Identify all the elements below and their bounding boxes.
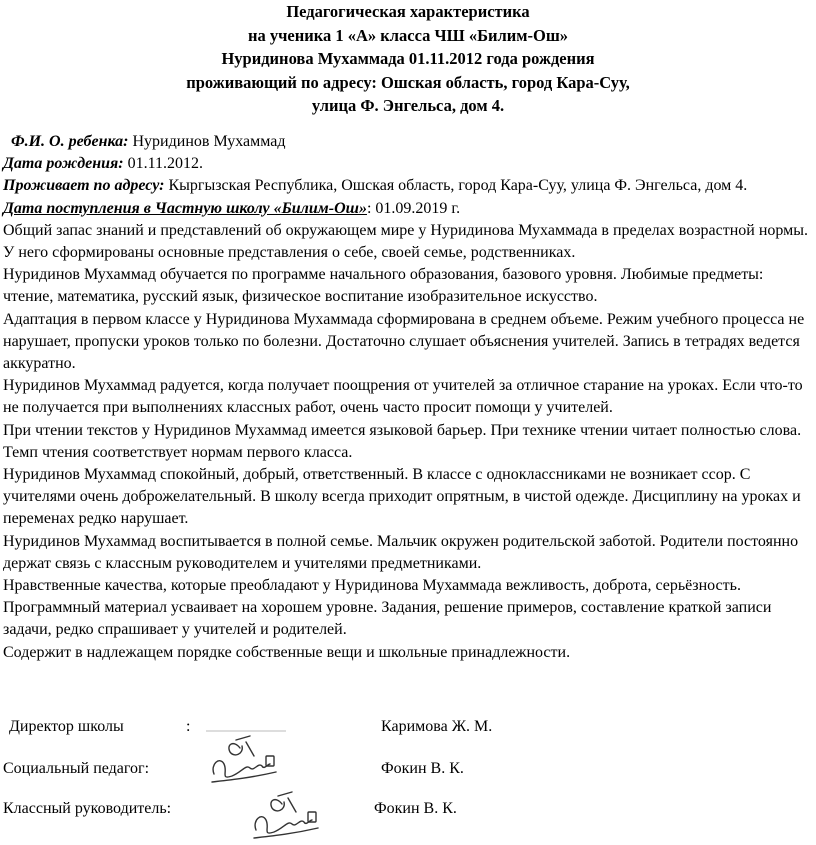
header-line-address: проживающий по адресу: Ошская область, город Кара-Суу, [186, 72, 630, 92]
field-fio [3, 131, 809, 153]
class-name: Фокин В. К. [374, 800, 457, 817]
paragraph-adaptation: Адаптация в первом классе у Нуридинова Мухаммада сформирована в среднем объеме. Режим учебного процесса не нарушает, пропуски уроков только по болезни. Достаточно слушает объяснения учителей. Запись в тетрадях ведется аккуратно. [3, 310, 805, 373]
field-address [3, 175, 809, 197]
admission-value: : 01.09.2019 г. [366, 199, 461, 217]
dob-label: Дата рождения: [3, 155, 124, 173]
fio-value: Нуридинов Мухаммад [128, 133, 286, 150]
class-role: Классный руководитель: [3, 800, 172, 817]
director-name: Каримова Ж. М. [381, 718, 493, 735]
document-body [3, 131, 809, 664]
paragraph-character: Нуридинов Мухаммад спокойный, добрый, ответственный. В классе с одноклассниками не возникает ссор. С учителями очень доброжелательный. В школу всегда приходит опрятным, в чистой одежде. Дисциплину на уроках и переменах редко нарушает. [3, 466, 801, 528]
paragraph-belongings: Содержит в надлежащем порядке собственные вещи и школьные принадлежности. [3, 643, 571, 661]
dob-value: 01.11.2012. [123, 155, 204, 173]
document-header [0, 0, 816, 118]
social-name: Фокин В. К. [381, 760, 464, 777]
signature-class-teacher [248, 790, 328, 842]
director-colon: : [186, 718, 191, 735]
header-line-name: Нуридинова Мухаммада 01.11.2012 года рождения [221, 49, 595, 68]
paragraph-family: Нуридинов Мухаммад воспитывается в полной семье. Мальчик окружен родительской заботой. Родители постоянно держат связь с классным руководителем и учителями предметниками. [3, 532, 799, 572]
paragraph-moral: Нравственные качества, которые преобладают у Нуридинова Мухаммада вежливость, доброта, серьёзность. [3, 577, 741, 595]
signature-social-pedagogue [206, 734, 286, 786]
signature-line [206, 730, 286, 732]
address-value: Кыргызская Республика, Ошская область, город Кара-Суу, улица Ф. Энгельса, дом 4. [164, 177, 748, 195]
field-admission [3, 198, 809, 220]
header-line-title: Педагогическая характеристика [286, 2, 530, 21]
paragraph-encouragement: Нуридинов Мухаммад радуется, когда получает поощрения от учителей за отличное старание на уроках. Если что-то не получается при выполнениях классных работ, очень часто просит помощи у учителей. [3, 377, 803, 417]
paragraph-program: Нуридинов Мухаммад обучается по программе начального образования, базового уровня. Любимые предметы: чтение, математика, русский язык, физическое воспитание изобразительное искусство. [3, 266, 764, 306]
address-label: Проживает по адресу: [3, 177, 165, 195]
director-role: Директор школы [9, 718, 124, 735]
social-role: Социальный педагог: [3, 760, 150, 777]
field-dob [3, 153, 809, 175]
admission-label: Дата поступления в Частную школу «Билим-Ош» [3, 199, 367, 217]
header-line-street: улица Ф. Энгельса, дом 4. [311, 96, 505, 115]
paragraph-knowledge: Общий запас знаний и представлений об окружающем мире у Нуридинова Мухаммада в пределах возрастной нормы. У него сформированы основные представления о себе, своей семье, родственниках. [3, 221, 809, 262]
fio-label: Ф.И. О. ребенка: [11, 133, 129, 150]
paragraph-material: Программный материал усваивает на хорошем уровне. Задания, решение примеров, составление краткой записи задачи, редко спрашивает у учителей и родителей. [3, 599, 772, 639]
paragraph-reading: При чтении текстов у Нуридинов Мухаммад имеется языковой барьер. При технике чтении читает полностью слова. Темп чтения соответствует нормам первого класса. [3, 421, 802, 461]
header-line-class: на ученика 1 «А» класса ЧШ «Билим-Ош» [247, 25, 569, 45]
